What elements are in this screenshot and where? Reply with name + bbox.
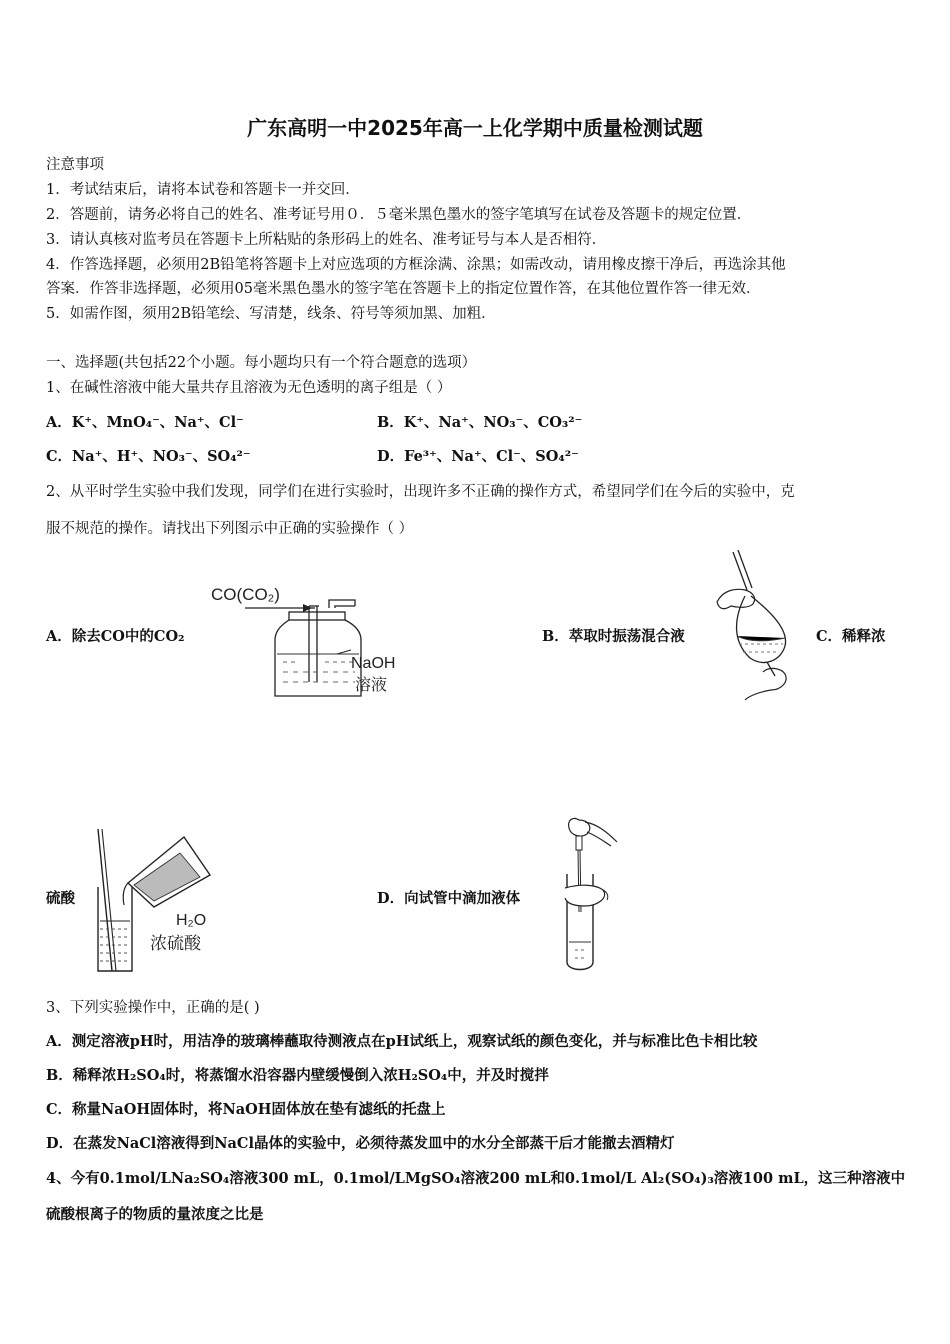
q3-option-c: C．称量NaOH固体时，将NaOH固体放在垫有滤纸的托盘上 [46,1101,446,1118]
gas-washing-bottle-figure [205,578,425,703]
section-heading: 一、选择题(共包括22个小题。每小题均只有一个符合题意的选项） [46,355,477,371]
fig-a-naoh-label: NaOH [351,655,396,672]
fig-a-gas-label: CO(CO₂) [211,585,280,604]
notice-item: 4．作答选择题，必须用2B铅笔将答题卡上对应选项的方框涂满、涂黑；如需改动，请用橡皮擦干净后，再选涂其他 [46,257,786,273]
q2-option-d-label: D．向试管中滴加液体 [377,890,521,907]
fig-c-acid-label: 浓硫酸 [150,934,201,953]
q2-option-a-label: A．除去CO中的CO₂ [46,628,185,645]
dilution-figure [88,825,228,975]
q1-stem: 1、在碱性溶液中能大量共存且溶液为无色透明的离子组是（ ） [46,380,452,396]
notice-heading: 注意事项 [46,157,104,173]
separatory-funnel-figure [705,550,800,702]
q4-stem-line2: 硫酸根离子的物质的量浓度之比是 [46,1206,264,1223]
q1-option-a: A．K⁺、MnO₄⁻、Na⁺、Cl⁻ [46,414,244,431]
notice-item: 5．如需作图，须用2B铅笔绘、写清楚，线条、符号等须加黑、加粗． [46,306,496,322]
fig-c-water-label: H₂O [176,912,207,929]
dropper-test-tube-figure [535,814,630,974]
q4-stem-line1: 4、今有0.1mol/LNa₂SO₄溶液300 mL，0.1mol/LMgSO₄溶液200 mL和0.1mol/L Al₂(SO₄)₃溶液100 mL，这三种溶液中 [46,1170,906,1187]
notice-item: 2．答题前，请务必将自己的姓名、准考证号用０．５毫米黑色墨水的签字笔填写在试卷及答题卡的规定位置． [46,207,752,223]
q2-option-c-label-cont: 硫酸 [46,890,75,907]
q3-stem: 3、下列实验操作中，正确的是( ) [46,1000,260,1016]
q1-option-d: D．Fe³⁺、Na⁺、Cl⁻、SO₄²⁻ [377,448,579,465]
q3-option-a: A．测定溶液pH时，用洁净的玻璃棒蘸取待测液点在pH试纸上，观察试纸的颜色变化，并与标准比色卡相比较 [46,1033,758,1050]
q2-option-c-label: C．稀释浓 [816,628,886,645]
q2-option-b-label: B．萃取时振荡混合液 [542,628,685,645]
q1-option-c: C．Na⁺、H⁺、NO₃⁻、SO₄²⁻ [46,448,251,465]
notice-item: 答案．作答非选择题，必须用05毫米黑色墨水的签字笔在答题卡上的指定位置作答，在其他位置作答一律无效． [46,281,761,297]
q2-stem-line2: 服不规范的操作。请找出下列图示中正确的实验操作（ ） [46,521,414,537]
q2-stem-line1: 2、从平时学生实验中我们发现，同学们在进行实验时，出现许多不正确的操作方式，希望同学们在今后的实验中，克 [46,484,795,500]
fig-a-solution-label: 溶液 [355,677,388,694]
q3-option-b: B．稀释浓H₂SO₄时，将蒸馏水沿容器内壁缓慢倒入浓H₂SO₄中，并及时搅拌 [46,1067,549,1084]
q1-option-b: B．K⁺、Na⁺、NO₃⁻、CO₃²⁻ [377,414,583,431]
q3-option-d: D．在蒸发NaCl溶液得到NaCl晶体的实验中，必须待蒸发皿中的水分全部蒸干后才能撤去酒精灯 [46,1135,675,1152]
page-title: 广东高明一中2025年高一上化学期中质量检测试题 [247,116,703,140]
notice-item: 1．考试结束后，请将本试卷和答题卡一并交回． [46,182,360,198]
notice-item: 3．请认真核对监考员在答题卡上所粘贴的条形码上的姓名、准考证号与本人是否相符． [46,232,607,248]
